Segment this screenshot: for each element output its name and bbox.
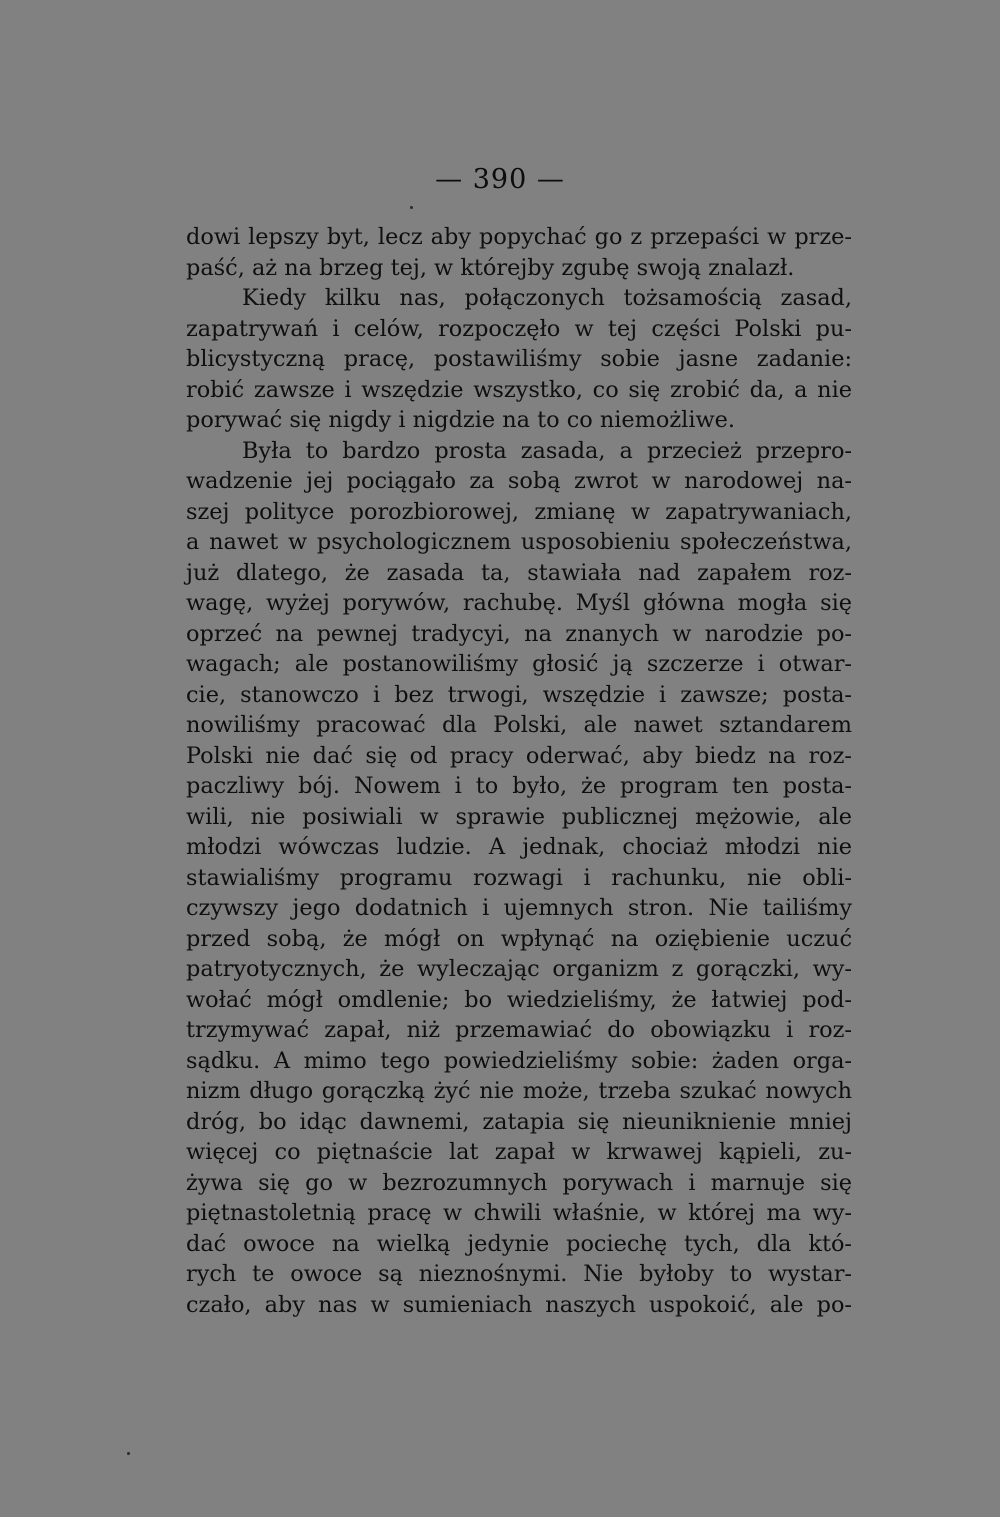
text-line: piętnastoletnią pracę w chwili właśnie, w której ma wy- <box>186 1200 852 1226</box>
text-line: już dlatego, że zasada ta, stawiała nad zapałem roz- <box>186 559 852 586</box>
text-line: Polski nie dać się od pracy oderwać, aby biedz na roz- <box>186 742 852 769</box>
text-line: dać owoce na wielką jedynie pociechę tych, dla któ- <box>186 1230 852 1257</box>
text-line: porywać się nigdy i nigdzie na to co niemożliwe. <box>186 407 736 433</box>
text-line: zapatrywań i celów, rozpoczęło w tej części Polski pu- <box>186 315 852 342</box>
page-number: — 390 — <box>435 164 565 195</box>
text-line: blicystyczną pracę, postawiliśmy sobie jasne zadanie: <box>186 346 852 372</box>
text-line: żywa się go w bezrozumnych porywach i marnuje się <box>186 1169 852 1196</box>
body-text <box>186 222 852 1320</box>
text-line: wadzenie jej pociągało za sobą zwrot w narodowej na- <box>186 468 852 494</box>
text-line: szej polityce porozbiorowej, zmianę w zapatrywaniach, <box>186 498 852 525</box>
text-line: nowiliśmy pracować dla Polski, ale nawet sztandarem <box>186 712 852 738</box>
text-line: Kiedy kilku nas, połączonych tożsamością zasad, <box>242 285 852 311</box>
text-line: sądku. A mimo tego powiedzieliśmy sobie: żaden orga- <box>186 1047 852 1074</box>
text-line: wili, nie posiwiali w sprawie publicznej mężowie, ale <box>186 803 852 830</box>
text-line: wołać mógł omdlenie; bo wiedzieliśmy, że łatwiej pod- <box>186 986 852 1013</box>
text-line: cie, stanowczo i bez trwogi, wszędzie i zawsze; posta- <box>186 681 852 708</box>
text-line: więcej co piętnaście lat zapał w krwawej kąpieli, zu- <box>186 1139 852 1165</box>
text-line: czywszy jego dodatnich i ujemnych stron. Nie tailiśmy <box>186 895 852 921</box>
text-line: stawialiśmy programu rozwagi i rachunku, nie obli- <box>186 864 852 891</box>
text-line: paczliwy bój. Nowem i to było, że program ten posta- <box>186 773 852 799</box>
text-line: oprzeć na pewnej tradycyi, na znanych w narodzie po- <box>186 620 852 647</box>
text-line: wagach; ale postanowiliśmy głosić ją szczerze i otwar- <box>186 651 852 677</box>
ink-speck <box>127 1452 130 1455</box>
text-line: a nawet w psychologicznem usposobieniu społeczeństwa, <box>186 529 852 555</box>
text-line: przed sobą, że mógł on wpłynąć na oziębienie uczuć <box>186 925 852 952</box>
text-line: patryotycznych, że wyleczając organizm z gorączki, wy- <box>186 956 852 982</box>
text-line: wagę, wyżej porywów, rachubę. Myśl główna mogła się <box>186 590 852 616</box>
text-line: paść, aż na brzeg tej, w którejby zgubę swoją znalazł. <box>186 254 795 281</box>
text-line: trzymywać zapał, niż przemawiać do obowiązku i roz- <box>186 1017 852 1043</box>
text-line: młodzi wówczas ludzie. A jednak, chociaż młodzi nie <box>186 834 852 860</box>
ink-speck <box>410 206 413 209</box>
text-line: robić zawsze i wszędzie wszystko, co się zrobić da, a nie <box>186 376 852 403</box>
text-line: dowi lepszy byt, lecz aby popychać go z przepaści w prze- <box>186 224 852 250</box>
text-line: czało, aby nas w sumieniach naszych uspokoić, ale po- <box>186 1291 852 1318</box>
text-line: nizm długo gorączką żyć nie może, trzeba szukać nowych <box>186 1078 852 1104</box>
text-line: Była to bardzo prosta zasada, a przecież przepro- <box>242 437 852 464</box>
text-line: dróg, bo idąc dawnemi, zatapia się nieuniknienie mniej <box>186 1108 852 1135</box>
text-line: rych te owoce są nieznośnymi. Nie byłoby to wystar- <box>186 1261 852 1287</box>
